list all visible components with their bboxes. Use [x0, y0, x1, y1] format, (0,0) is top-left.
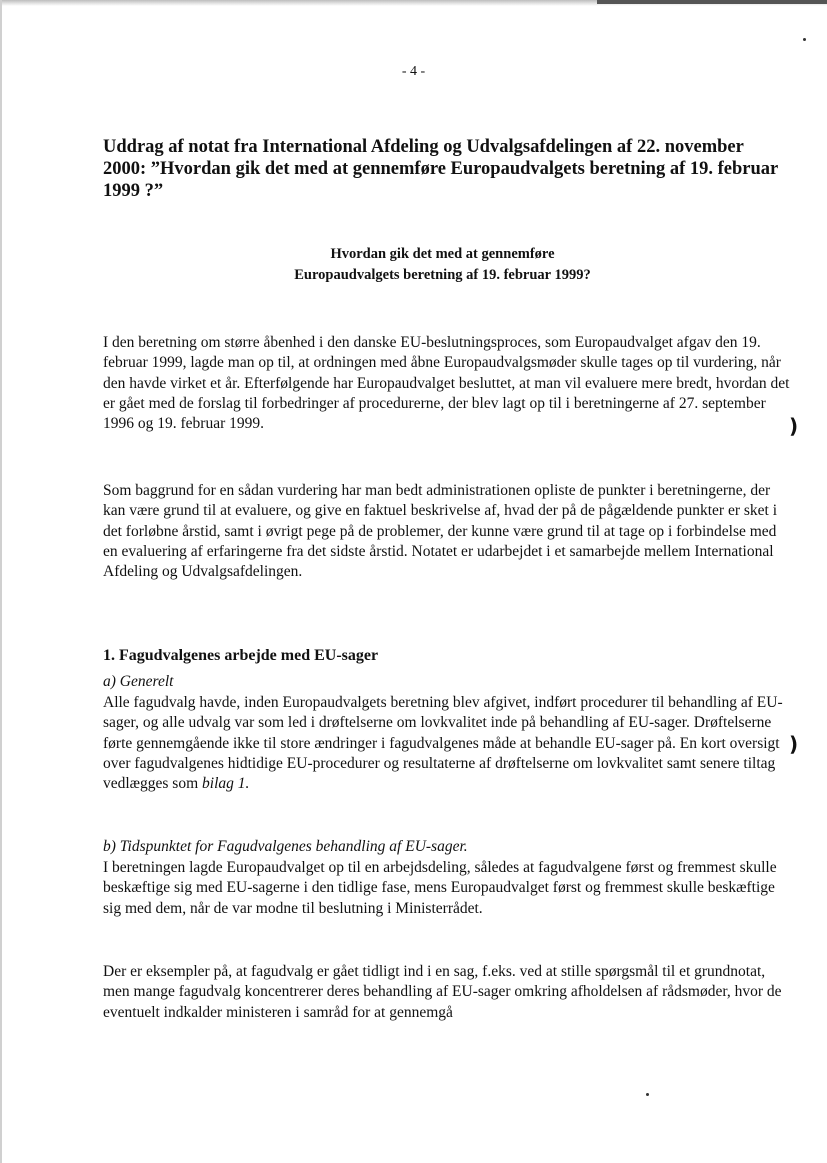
closing-paragraph: Der er eksempler på, at fagudvalg er gået tidligt ind i en sag, f.eks. ved at stille spørgsmål til et grundnotat, men mange fagudvalg koncentrerer deres behandling af EU-sager omkring afholdelsen af rådsmøder, hvor de eventuelt indkalder ministeren i samråd for at gennemgå [103, 963, 782, 1021]
page-number: - 4 - [401, 64, 426, 79]
subtitle-line-1: Hvordan gik det med at gennemføre [330, 246, 555, 262]
scan-speck [803, 38, 806, 41]
scan-left-edge [0, 0, 2, 1163]
scan-top-edge [0, 0, 827, 6]
margin-mark-2: ) [789, 732, 799, 756]
subsection-a-body: Alle fagudvalg havde, inden Europaudvalgets beretning blev afgivet, indført procedurer til behandling af EU-sager, og alle udvalg var som led i drøftelserne om lovkvalitet inde på behandling af EU-sager. Drøftelserne førte gennemgående ikke til store ændringer i fagudvalgenes måde at behandle EU-sager på. En kort oversigt over fagudvalgenes hidtidige EU-procedurer og resultaterne af drøftelserne om lovkvalitet samt senere tiltag vedlægges som [103, 694, 783, 793]
intro-paragraph-2: Som baggrund for en sådan vurdering har man bedt administrationen opliste de punkter i beretningerne, der kan være grund til at evaluere, og give en faktuel beskrivelse af, hvad der på de pågældende punkter er sket i det forløbne årstid, samt i øvrigt pege på de problemer, der kunne være grund til at tage op i forbindelse med en evaluering af erfaringerne fra det sidste årstid. Notatet er udarbejdet i et samarbejde mellem International Afdeling og Udvalgsafdelingen. [103, 482, 778, 581]
scan-speck [646, 1093, 649, 1096]
margin-mark-1: ) [789, 414, 799, 438]
subsection-b-text: I beretningen lagde Europaudvalget op til en arbejdsdeling, således at fagudvalgene først og fremmest skulle beskæftige sig med EU-sagerne i den tidlige fase, mens Europaudvalget først og fremmest skulle beskæftige sig med dem, når de var modne til beslutning i Ministerrådet. [103, 859, 777, 917]
subtitle-line-2: Europaudvalgets beretning af 19. februar 1999? [294, 267, 591, 283]
subsection-b-heading: b) Tidspunktet for Fagudvalgenes behandling af EU-sager. [103, 838, 468, 855]
document-subtitle [0, 244, 827, 286]
subsection-a-text [103, 693, 793, 794]
intro-paragraph-1: I den beretning om større åbenhed i den danske EU-beslutningsproces, som Europaudvalget afgav den 19. februar 1999, lagde man op til, at ordningen med åbne Europaudvalgsmøder skulle tages op til vurdering, når den havde virket et år. Efterfølgende har Europaudvalget besluttet, at man vil evaluere mere bredt, hvordan det er gået med de forslag til forbedringer af procedurerne, der blev lagt op til i beretningerne af 27. september 1996 og 19. februar 1999. [103, 334, 790, 433]
document-heading: Uddrag af notat fra International Afdeling og Udvalgsafdelingen af 22. november 2000: ”Hvordan gik det med at gennemføre Europaudvalgets beretning af 19. februar 1999 ?” [103, 137, 778, 201]
section-1-heading: 1. Fagudvalgenes arbejde med EU-sager [103, 647, 379, 664]
bilag-reference: bilag 1. [202, 775, 250, 793]
subsection-a-heading: a) Generelt [103, 673, 174, 690]
